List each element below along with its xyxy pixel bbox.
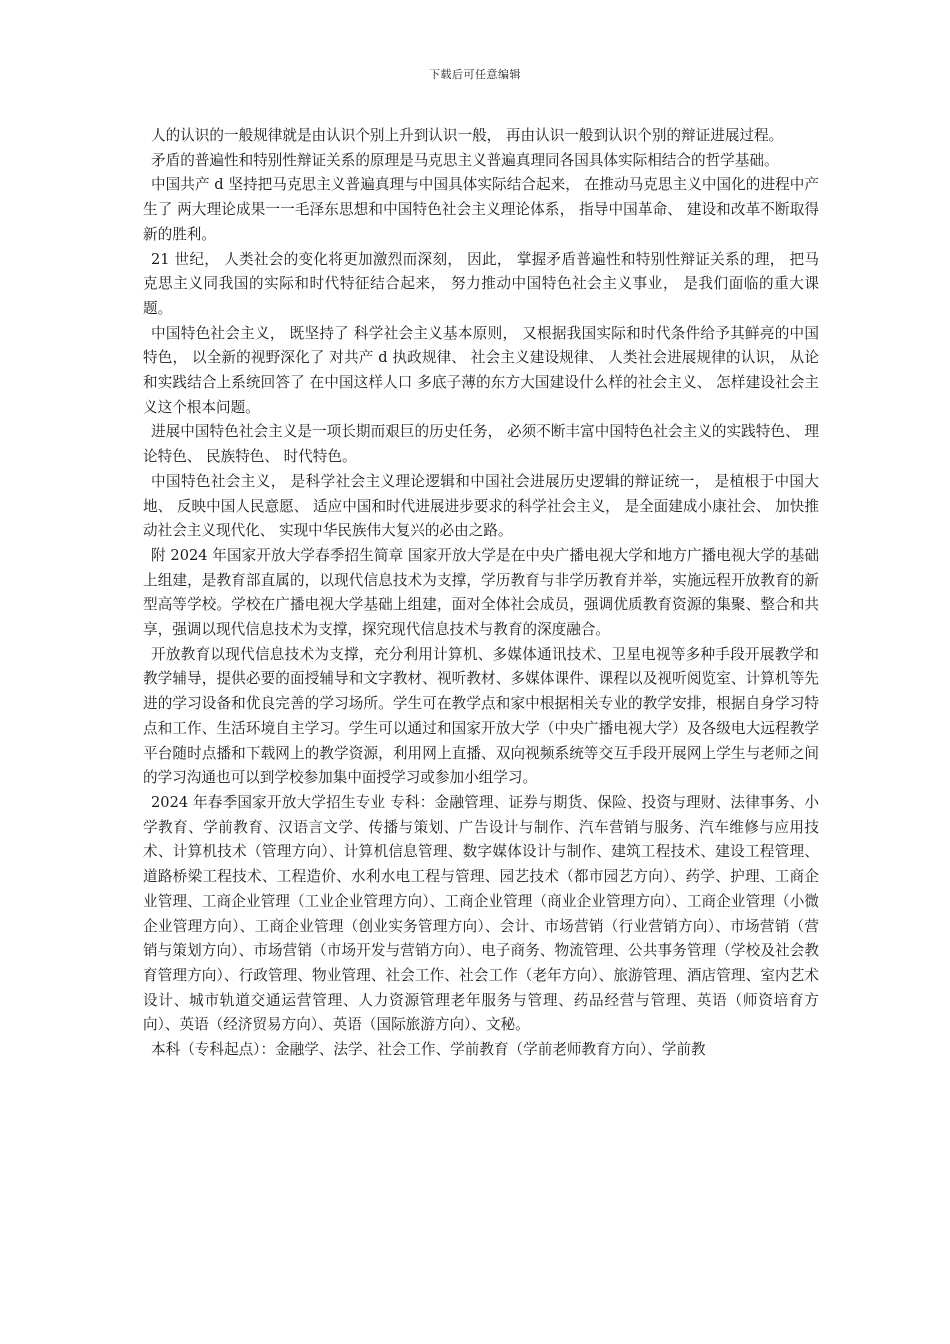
paragraph-dialectical-unity: 中国特色社会主义， 是科学社会主义理论逻辑和中国社会进展历史逻辑的辩证统一， 是植根于中国大地、 反映中国人民意愿、 适应中国和时代进展进步要求的科学社会主义， 是全面建成小康社会、 加快推动社会主义现代化、 实现中华民族伟大复兴的必由之路。 [143,472,819,540]
paragraph-open-education: 开放教育以现代信息技术为支撑，充分利用计算机、多媒体通讯技术、卫星电视等多种手段开展教学和教学辅导，提供必要的面授辅导和文字教材、视听教材、多媒体课件、课程以及视听阅览室、计算机等先进的学习设备和优良完善的学习场所。学生可在教学点和家中根据相关专业的教学安排，根据自身学习特点和工作、生活环境自主学习。学生可以通过和国家开放大学（中央广播电视大学）及各级电大远程教学平台随时点播和下载网上的教学资源，利用网上直播、双向视频系统等交互手段开展网上学生与老师之间的学习沟通也可以到学校参加集中面授学习或参加小组学习。 [143,645,819,787]
paragraph-socialism-characteristics: 中国特色社会主义， 既坚持了 科学社会主义基本原则， 又根据我国实际和时代条件给予其鲜亮的中国特色， 以全新的视野深化了 对共产 d 执政规律、 社会主义建设规律、 人类社会进展规律的认识， 从论和实践结合上系统回答了 在中国这样人口 多底子薄的东方大国建设什么样的社会主义、 怎样建设社会主义这个根本问题。 [143,324,819,416]
paragraph-open-university-intro: 附 2024 年国家开放大学春季招生简章 国家开放大学是在中央广播电视大学和地方广播电视大学的基础上组建，是教育部直属的，以现代信息技术为支撑，学历教育与非学历教育并举，实施远程开放教育的新型高等学校。学校在广播电视大学基础上组建，面对全体社会成员，强调优质教育资源的集聚、整合和共享，强调以现代信息技术为支撑，探究现代信息技术与教育的深度融合。 [143,546,819,639]
document-body [143,124,819,1063]
paragraph-majors-bachelor: 本科（专科起点）：金融学、法学、社会工作、学前教育（学前老师教育方向）、学前教 [151,1041,706,1059]
paragraph-majors-associate: 2024 年春季国家开放大学招生专业 专科：金融管理、证券与期货、保险、投资与理财、法律事务、小学教育、学前教育、汉语言文学、传播与策划、广告设计与制作、汽车营销与服务、汽车维修与应用技术、计算机技术（管理方向）、计算机信息管理、数字媒体设计与制作、建筑工程技术、建设工程管理、道路桥梁工程技术、工程造价、水利水电工程与管理、园艺技术（都市园艺方向）、药学、护理、工商企业管理、工商企业管理（工业企业管理方向）、工商企业管理（商业企业管理方向）、工商企业管理（小微企业管理方向）、工商企业管理（创业实务管理方向）、会计、市场营销（行业营销方向）、市场营销（营销与策划方向）、市场营销（市场开发与营销方向）、电子商务、物流管理、公共事务管理（学校及社会教育管理方向）、行政管理、物业管理、社会工作、社会工作（老年方向）、旅游管理、酒店管理、室内艺术设计、城市轨道交通运营管理、人力资源管理老年服务与管理、药品经营与管理、英语（师资培育方向）、英语（经济贸易方向）、英语（国际旅游方向）、文秘。 [143,793,819,1034]
paragraph-contradiction-principle: 矛盾的普遍性和特别性辩证关系的原理是马克思主义普遍真理同各国具体实际相结合的哲学基础。 [151,151,779,169]
paragraph-21st-century: 21 世纪， 人类社会的变化将更加激烈而深刻， 因此， 掌握矛盾普遍性和特别性辩证关系的理， 把马克思主义同我国的实际和时代特征结合起来， 努力推动中国特色社会主义事业， 是我们面临的重大课题。 [143,250,819,317]
paragraph-party-theory: 中国共产 d 坚持把马克思主义普遍真理与中国具体实际结合起来， 在推动马克思主义中国化的进程中产生了 两大理论成果一一毛泽东思想和中国特色社会主义理论体系， 指导中国革命、 建设和改革不断取得新的胜利。 [143,176,819,243]
paragraph-historic-task: 进展中国特色社会主义是一项长期而艰巨的历史任务， 必须不断丰富中国特色社会主义的实践特色、 理论特色、 民族特色、 时代特色。 [143,423,819,466]
page-header: 下载后可任意编辑 [429,68,521,81]
paragraph-cognition-law: 人的认识的一般规律就是由认识个别上升到认识一般， 再由认识一般到认识个别的辩证进展过程。 [151,127,784,144]
